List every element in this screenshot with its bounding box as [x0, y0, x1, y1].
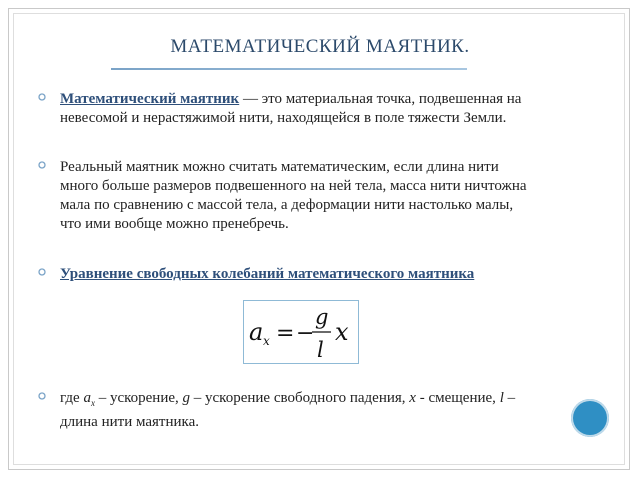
bullet-icon	[38, 93, 46, 101]
legend-sym-x: x	[409, 390, 416, 406]
blue-circle-icon	[571, 399, 609, 437]
bullet-equation	[60, 265, 540, 284]
formula-box	[243, 300, 359, 364]
equation-link[interactable]: Уравнение свободных колебаний математического маятника	[60, 266, 475, 282]
bullet-legend	[60, 389, 540, 432]
legend-part2: – ускорение свободного падения,	[190, 390, 410, 406]
legend-sym-a: a	[83, 390, 91, 406]
legend-prefix: где	[60, 390, 84, 406]
bullet-real-pendulum	[60, 158, 538, 234]
definition-link[interactable]: Математический маятник	[60, 91, 240, 107]
legend-sym-l: l	[499, 390, 504, 406]
legend-part3: - смещение,	[415, 390, 500, 406]
legend-sym-a-sub: x	[90, 398, 95, 408]
legend-sym-g: g	[182, 390, 191, 406]
formula-denominator: l	[317, 338, 324, 362]
legend-part1: – ускорение,	[94, 390, 183, 406]
bullet-icon	[38, 161, 46, 169]
bullet-definition	[60, 90, 540, 128]
formula-rhs: x	[335, 318, 349, 346]
formula-equals: =	[276, 321, 295, 346]
bullet-icon	[38, 392, 46, 400]
real-pendulum-text: Реальный маятник можно считать математическим, если длина нити много больше размеров подвешенного на ней тела, масса нити ничтожна мала по сравнению с массой тела, а деформации нити настолько малы, что ими вообще можно пренебречь.	[60, 159, 527, 232]
formula-minus: −	[296, 321, 315, 346]
bullet-icon	[38, 268, 46, 276]
slide-title: МАТЕМАТИЧЕСКИЙ МАЯТНИК.	[170, 36, 470, 57]
definition-text: — это материальная точка, подвешенная на невесомой и нерастяжимой нити, находящейся в поле тяжести Земли.	[60, 91, 522, 126]
formula-lhs: a	[249, 318, 264, 346]
formula-numerator: g	[315, 305, 329, 329]
title-underline	[111, 68, 467, 70]
formula-lhs-sub: x	[263, 334, 270, 348]
legend-part4: – длина нити маятника.	[60, 390, 516, 430]
